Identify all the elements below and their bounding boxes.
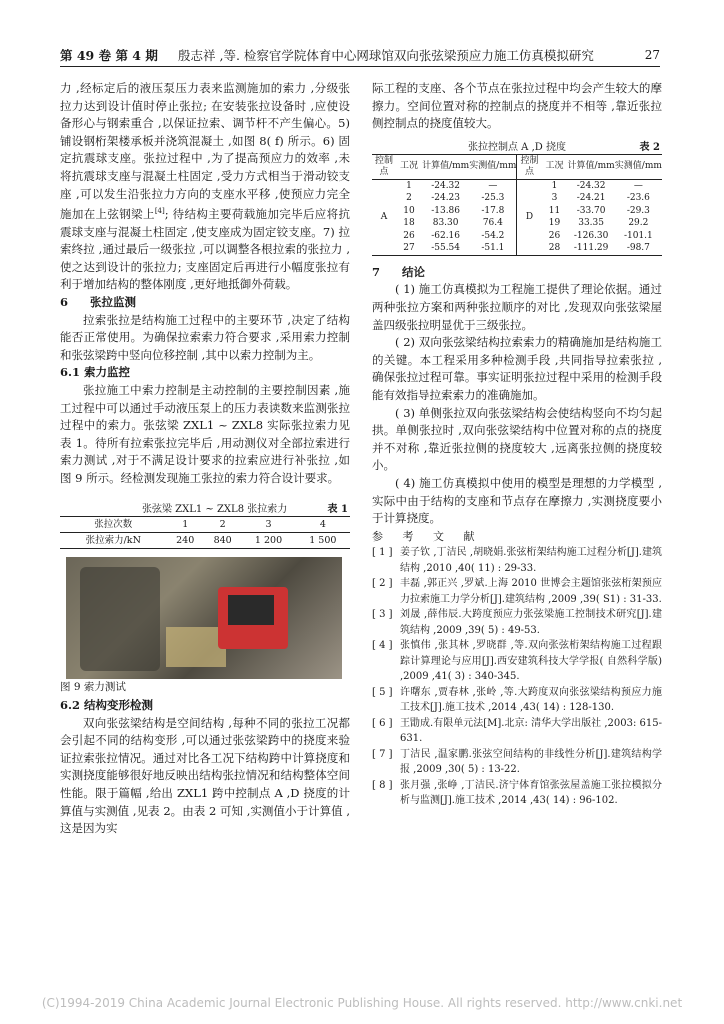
journal-volume: 第 49 卷 第 4 期 [60,48,158,63]
section-heading-6-2: 6.2 结构变形检测 [60,698,154,713]
table-cell: 1 500 [309,535,337,547]
table-cell: A [380,212,388,223]
left-column [60,80,350,838]
table-cell: -24.32 [431,180,461,191]
table-cell: -126.30 [573,230,609,241]
reference-item: [ 7 ] 丁洁民 ,温家鹏.张弦空间结构的非线性分析[J].建筑结构学报 ,2009 ,30( 5) : 13-22. [372,748,662,776]
table-cell: -55.54 [431,243,461,254]
reference-item: [ 2 ] 丰磊 ,郭正兴 ,罗斌.上海 2010 世博会主题馆张弦桁架预应力拉索施工力学分析[J].建筑结构 ,2009 ,39( S1) : 31-33. [372,578,662,605]
table-cell: -101.1 [623,230,653,241]
table-cell: 1 [406,180,412,191]
table-cell: 840 [213,535,232,547]
table-cell: 19 [548,218,561,229]
table-cell: 2 [204,517,241,533]
conclusion-4: ( 4) 施工仿真模拟中使用的模型是理想的力学模型 ,实际中由于结构的支座和节点存在摩擦力 ,实测挠度要小于计算挠度。 [372,475,662,526]
table-cell: — [469,179,517,192]
table-header: 计算值/mm [422,154,469,179]
conclusion-1: ( 1) 施工仿真模拟为工程施工提供了理论依据。通过两种张拉方案和两种张拉顺序的对比 ,发现双向张弦梁屋盖四级张拉明显优于三级张拉。 [372,282,662,332]
conclusion-3: ( 3) 单侧张拉双向张弦梁结构会使结构竖向不均匀起拱。单侧张拉时 ,双向张弦梁结构中位置对称的点的挠度并不对称 ,靠近张拉侧的挠度较大 ,远离张拉侧的挠度较小。 [372,405,662,473]
table-cell: -24.21 [576,193,606,204]
table-cell: 28 [548,243,561,254]
reference-item: [ 6 ] 王勖成.有限单元法[M].北京: 清华大学出版社 ,2003: 615-631. [372,717,662,745]
table-cell: -54.2 [469,230,517,243]
reference-item: [ 3 ] 刘晟 ,薛伟辰.大跨度预应力张弦梁施工控制技术研究[J].建筑结构 ,2009 ,39( 5) : 49-53. [372,609,662,636]
reference-item: [ 4 ] 张慎伟 ,张其林 ,罗晓群 ,等.双向张弦桁架结构施工过程跟踪计算理论与应用[J].西安建筑科技大学学报( 自然科学版) ,2009 ,41( 3) : 340-345. [372,640,662,683]
table-cell: -13.86 [431,205,461,216]
table-cell: -98.7 [626,243,650,254]
paragraph: 拉索张拉是结构施工过程中的主要环节 ,决定了结构能否正常使用。为确保拉索索力符合要求 ,采用索力控制和张弦梁跨中竖向位移控制 ,其中以索力控制为主。 [60,312,350,362]
reference-item: [ 5 ] 许曙东 ,贾春林 ,张岭 ,等.大跨度双向张弦梁结构预应力施工技术[J].施工技术 ,2014 ,43( 14) : 128-130. [372,686,662,714]
table-cell: -24.23 [431,193,461,204]
page-number: 27 [644,48,660,62]
table-cell: 76.4 [469,217,517,230]
paragraph: 双向张弦梁结构是空间结构 ,每种不同的张拉工况都会引起不同的结构变形 ,可以通过张弦梁跨中的挠度来验证拉索张拉情况。通过对比各工况下结构跨中计算挠度和实测挠度能够很好地反映出结构张拉情况和结构整体空间性能。限于篇幅 ,给出 ZXL1 跨中控制点 A ,D 挠度的计算值与实测值 ,见表 2。由表 2 可知 ,实测值小于计算值 ,这是因为实 [60,715,350,836]
table-cell: 2 [406,193,412,204]
table-cell: 张拉次数 [60,517,167,533]
table-cell: 26 [403,230,415,241]
figure9-caption: 图 9 索力测试 [60,681,126,694]
table-cell: -33.70 [576,205,606,216]
table-cell: 3 [551,193,558,204]
table-cell: -25.3 [469,192,517,205]
table-cell: -29.3 [626,205,650,216]
running-title: 殷志祥 ,等. 检察官学院体育中心网球馆双向张弦梁预应力施工仿真模拟研究 [178,48,594,63]
table-cell: 1 [167,517,204,533]
table-cell: 11 [548,205,561,216]
table-cell: -51.1 [469,242,517,255]
paragraph: 际工程的支座、各个节点在张拉过程中均会产生较大的摩擦力。空间位置对称的控制点的挠度并不相等 ,靠近张拉侧控制点的挠度值较大。 [372,81,662,131]
table-header: 控制点 [372,154,396,179]
table-cell: D [525,212,534,223]
table-cell: -23.6 [626,193,650,204]
table-cell: -62.16 [431,230,461,241]
table2-caption: 张拉控制点 A ,D 挠度 表 2 [468,141,660,153]
table2 [372,154,662,256]
table-cell: 1 200 [254,535,283,547]
reference-list [372,545,662,809]
table-header: 计算值/mm [567,154,614,179]
table-cell: 83.30 [432,218,459,229]
section-heading-6: 6 张拉监测 [60,294,137,309]
table-cell: -111.29 [573,243,609,254]
table-cell: 26 [548,230,561,241]
table1-caption: 张弦梁 ZXL1 ~ ZXL8 张拉索力 表 1 [142,504,348,516]
reference-item: [ 8 ] 张月强 ,张峥 ,丁洁民.济宁体育馆张弦屋盖施工张拉模拟分析与监测[J].施工技术 ,2014 ,43( 14) : 96-102. [372,779,662,807]
section-heading-7: 7 结论 [372,264,426,279]
copyright-footer: (C)1994-2019 China Academic Journal Electronic Publishing House. All rights reserved. http://www.cnki.net [41,996,683,1010]
table-cell: — [633,180,643,191]
table-cell: 27 [403,243,415,254]
right-column [372,80,662,809]
table-cell: -24.32 [576,180,606,191]
table-header: 工况 [541,154,567,179]
table-header: 实测值/mm [469,154,517,179]
table-cell: 10 [403,205,415,216]
references-heading: 参 考 文 献 [372,529,483,543]
table-cell: 1 [551,180,558,191]
conclusion-2: ( 2) 双向张弦梁结构拉索索力的精确施加是结构施工的关键。本工程采用多种检测手段 ,共同指导拉索张拉 ,确保张拉过程可靠。事实证明张拉过程中采用的检测手段能有效指导拉索索力的准确施加。 [372,335,662,402]
table-cell: 3 [241,517,295,533]
table-cell: 33.35 [578,218,604,229]
reference-item: [ 1 ] 姜子钦 ,丁洁民 ,胡晓娟.张弦桁架结构施工过程分析[J].建筑结构 ,2010 ,40( 11) : 29-33. [372,547,662,574]
table-header: 工况 [396,154,422,179]
paragraph: 张拉施工中索力控制是主动控制的主要控制因素 ,施工过程中可以通过手动液压泵上的压力表读数来监测张拉过程中的索力。张弦梁 ZXL1 ~ ZXL8 实际张拉索力见表 1。待所有拉索张拉完毕后 ,用动测仪对全部拉索进行索力测试 ,对于不满足设计要求的拉索应进行补张拉 ,如图 9 所示。经检测发现施工张拉的索力符合设计要求。 [60,382,350,485]
table-cell: 张拉索力/kN [85,535,141,547]
paragraph: 力 ,经标定后的液压泵压力表来监测施加的索力 ,分级张拉力达到设计值时停止张拉; 在安装张拉设备时 ,应使设备形心与钢索重合 ,以保证拉索、调节杆不产生偏心。5) 铺设钢桁架楼承板并浇筑混凝土 ,如图 8( f) 所示。6) 固定抗震球支座。张拉过程中 ,为了提高预应力的效率 ,未将抗震球支座与混凝土柱固定 ,受力方式相当于滑动铰支座 ,可以发生沿张拉力方向的支座水平移 ,使预应力完全施加在上弦钢梁上[4]; 待结构主要荷载施加完毕后应将抗震球支座与混凝土柱固定 ,使支座成为固定铰支座。7) 拉索终拉 ,通过最后一级张拉 ,可以调整各根拉索的张拉力 ,使之达到设计的张拉力; 支座固定后再进行小幅度张拉有利于增加结构的整体刚度 ,更好地抵御外荷载。 [60,81,351,292]
section-heading-6-1: 6.1 索力监控 [60,365,131,380]
running-header [60,44,660,67]
table1 [60,516,350,549]
table-cell: 4 [296,517,350,533]
figure9-photo [66,557,342,679]
table-header: 实测值/mm [615,154,662,179]
table-cell: 18 [403,218,415,229]
table-cell: 29.2 [628,218,649,229]
table-cell: 240 [176,535,195,547]
table-cell: -17.8 [469,205,517,218]
table-row [372,179,662,192]
table-header: 控制点 [517,154,542,179]
